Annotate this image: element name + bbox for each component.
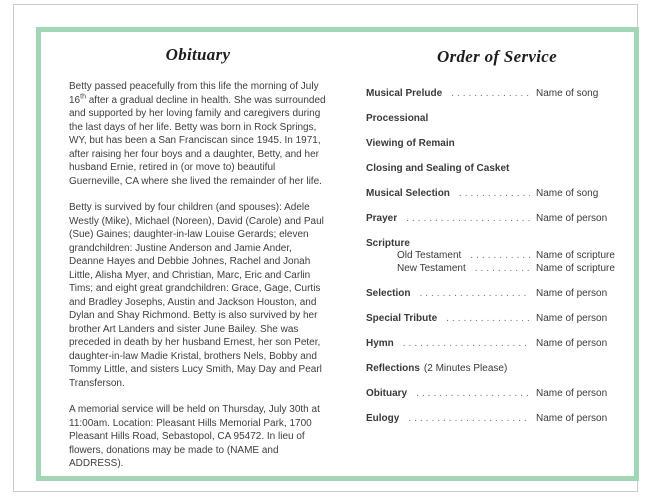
service-item-value: Name of person — [536, 413, 608, 424]
service-item-value: Name of person — [536, 338, 608, 349]
service-item-value: Name of person — [536, 313, 608, 324]
service-item-note: (2 Minutes Please) — [423, 363, 508, 374]
service-item-closing-and-sealing — [366, 162, 628, 175]
service-subitem-label: New Testament — [397, 262, 466, 274]
dotted-leader — [470, 250, 530, 263]
service-item-processional — [366, 112, 628, 125]
service-item-reflections — [366, 362, 628, 375]
service-item-label: Obituary — [366, 388, 408, 399]
obituary-paragraph-1-text: Betty passed peacefully from this life the morning of July 16 — [69, 81, 319, 106]
obituary-panel — [69, 45, 327, 484]
service-item-viewing-of-remain — [366, 137, 628, 150]
service-item-label: Viewing of Remain — [366, 138, 455, 149]
service-item-label: Musical Prelude — [366, 88, 443, 99]
ordinal-superscript: th — [80, 93, 86, 101]
service-subitem-value: Name of scripture — [536, 250, 615, 261]
service-subitem-label: Old Testament — [397, 250, 462, 261]
dotted-leader — [419, 287, 530, 300]
service-item-eulogy — [366, 412, 628, 425]
service-item-value: Name of person — [536, 288, 608, 299]
service-item-label: Reflections — [366, 363, 420, 374]
service-subitem-new-testament — [366, 263, 628, 276]
service-item-label: Eulogy — [366, 413, 400, 424]
dotted-leader — [446, 312, 530, 325]
service-item-value: Name of person — [536, 213, 608, 224]
service-item-label: Special Tribute — [366, 313, 438, 324]
service-item-label: Hymn — [366, 338, 394, 349]
service-item-selection — [366, 287, 628, 300]
obituary-paragraph-1 — [69, 80, 327, 188]
service-item-musical-prelude — [366, 87, 628, 100]
service-item-label: Processional — [366, 113, 429, 124]
dotted-leader — [416, 387, 530, 400]
service-item-value: Name of person — [536, 388, 608, 399]
service-item-label: Closing and Sealing of Casket — [366, 163, 510, 174]
service-subitem-old-testament — [366, 250, 628, 263]
service-item-obituary — [366, 387, 628, 400]
dotted-leader — [459, 187, 530, 200]
obituary-paragraph-1-rest: after a gradual decline in health. She was surrounded and supported by her loving family and caregivers during the last days of her life. Betty was born in Rock Springs, WY, but has been a San Franciscan since 1945. In 1971, after raising her four boys and a daughter, Betty, and her husband Ernie, retired in (or move to) beautiful Guerneville, CA where she lived the remainder of her life. — [69, 94, 326, 187]
service-item-label: Musical Selection — [366, 188, 450, 199]
service-item-prayer — [366, 212, 628, 225]
dotted-leader — [406, 212, 530, 225]
service-item-hymn — [366, 337, 628, 350]
dotted-leader — [403, 337, 530, 350]
order-of-service-panel — [366, 47, 628, 437]
service-item-value: Name of song — [536, 88, 599, 99]
service-item-special-tribute — [366, 312, 628, 325]
obituary-title: Obituary — [165, 45, 231, 64]
dotted-leader — [408, 412, 530, 425]
service-item-scripture — [366, 237, 628, 250]
service-subitem-value: Name of scripture — [536, 262, 615, 274]
service-item-label: Selection — [366, 288, 411, 299]
dotted-leader — [475, 263, 530, 276]
service-item-value: Name of song — [536, 188, 599, 199]
service-item-scripture-group — [366, 237, 628, 275]
program-page — [13, 4, 638, 492]
obituary-paragraph-2: Betty is survived by four children (and spouses): Adele Westly (Mike), Michael (Noreen), David (Carole) and Paul (Sue) Gaines; daughter-in-law Louise Gerards; eleven grandchildren: Justine Anderson and Jamie Ander, Deanne Hayes and Debbie Johnes, Rachel and Jonah Little, Alisha Myer, and Christian, Marc, Eric and Carlin Tims; and eight great grandchildren: Grace, Gage, Curtis and Bradley Josephs, Austin and Jackson Houston, and Dylan and Shay Richmond. Betty is also survived by her brother Art Landers and sister June Bailey. She was preceded in death by her husband Ernest, her son Peter, daughter-in-law Madie Kristal, brothers Nels, Bobby and Tommy Little, and sisters Lucy Smith, May Day and Pearl Transferson. — [69, 202, 324, 389]
dotted-leader — [451, 87, 530, 100]
order-of-service-title: Order of Service — [437, 47, 557, 66]
service-item-musical-selection — [366, 187, 628, 200]
service-item-label: Scripture — [366, 238, 410, 249]
service-item-label: Prayer — [366, 213, 398, 224]
obituary-paragraph-3: A memorial service will be held on Thursday, July 30th at 11:00am. Location: Pleasant Hills Memorial Park, 1700 Pleasant Hills Road, Sebastopol, CA 95472. In lieu of flowers, donations may be made to (NAME and ADDRESS). — [69, 404, 320, 469]
